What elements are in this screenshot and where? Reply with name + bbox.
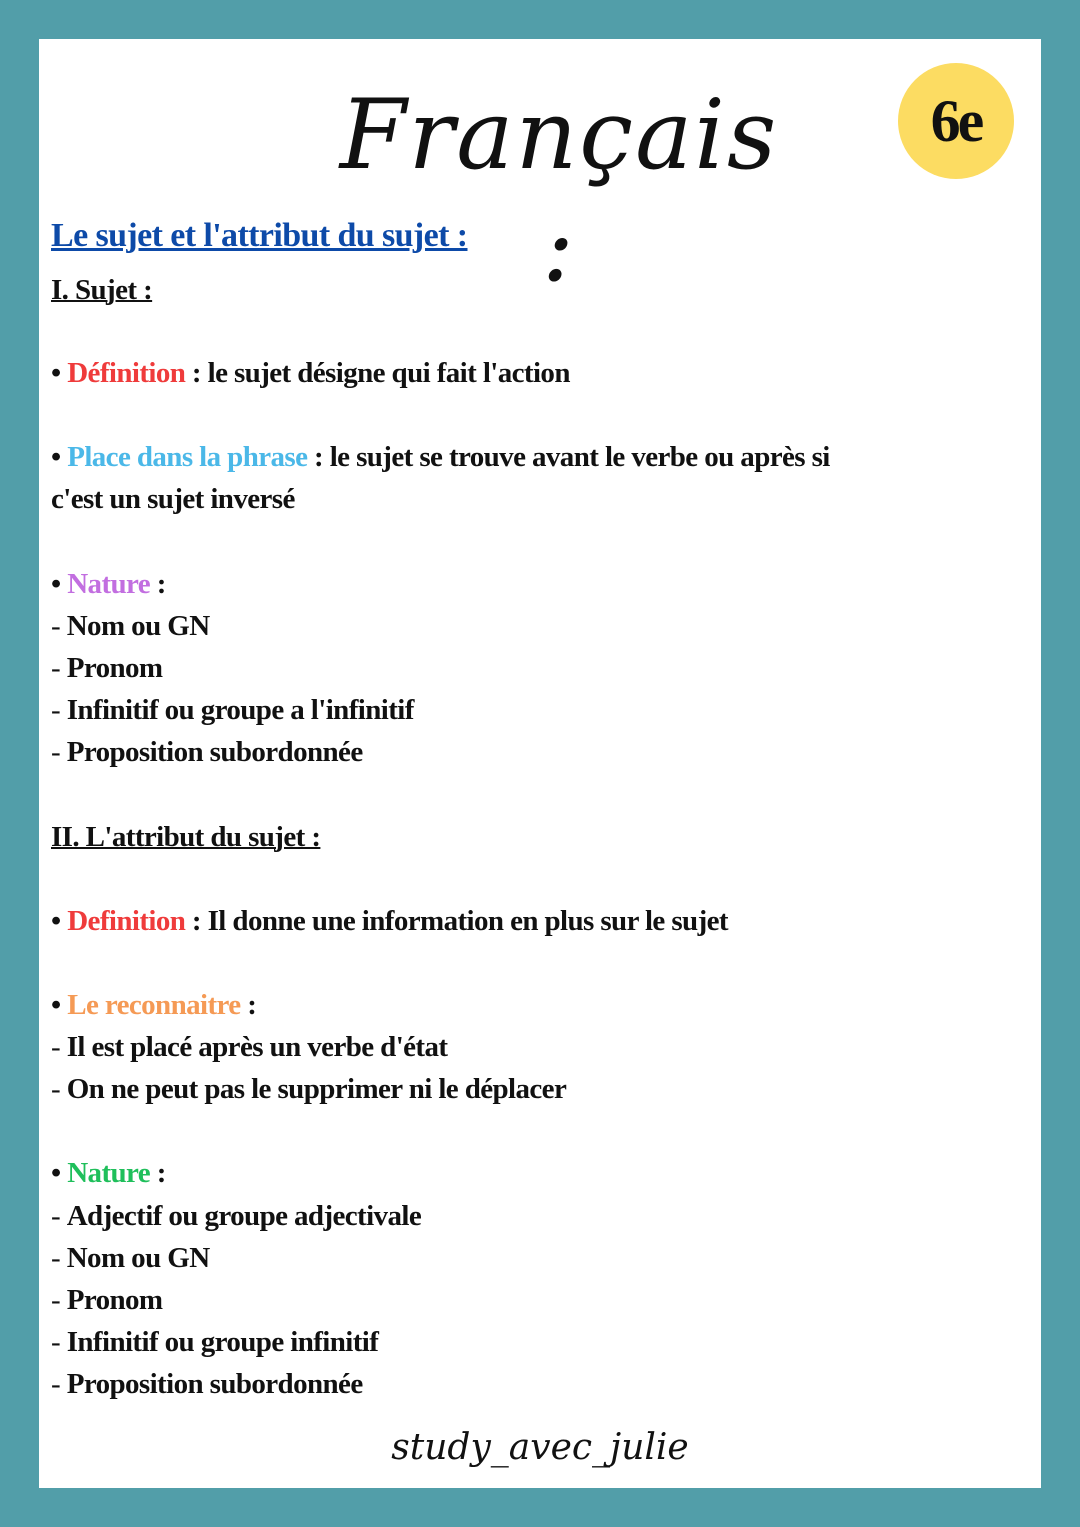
s2-nature-colon: : [150,1157,166,1189]
s2-definition-label: Definition [67,905,186,937]
section-1-title: I. Sujet : [51,274,153,306]
s2-nature-label: Nature [67,1157,151,1189]
s2-recognize-colon: : [240,989,257,1021]
s1-place-text: : le sujet se trouve avant le verbe ou après si [307,441,830,473]
list-item: - Nom ou GN [51,1242,210,1274]
grade-badge: 6e [898,63,1014,179]
s1-nature-colon: : [150,568,166,600]
document-page [39,39,1041,1488]
section-2-title: II. L'attribut du sujet : [51,821,321,853]
s2-recognize: • Le reconnaitre : [51,989,257,1021]
s1-definition-label: Définition [67,357,186,389]
list-item: - On ne peut pas le supprimer ni le déplacer [51,1073,567,1105]
list-item: - Pronom [51,1284,163,1316]
s1-place: • Place dans la phrase : le sujet se trouve avant le verbe ou après si [51,441,830,473]
lesson-heading: Le sujet et l'attribut du sujet : [51,217,468,254]
list-item: - Il est placé après un verbe d'état [51,1031,448,1063]
list-item: - Proposition subordonnée [51,1368,363,1400]
s1-nature-label: Nature [67,568,151,600]
s2-definition: • Definition : Il donne une information en plus sur le sujet [51,905,728,937]
list-item: - Proposition subordonnée [51,736,363,768]
s1-definition: • Définition : le sujet désigne qui fait l'action [51,357,570,389]
s2-definition-text: : Il donne une information en plus sur le sujet [185,905,728,937]
s2-nature: • Nature : [51,1157,166,1189]
list-item: - Infinitif ou groupe infinitif [51,1326,379,1358]
s1-nature: • Nature : [51,568,166,600]
s2-recognize-label: Le reconnaitre [67,989,241,1021]
list-item: - Adjectif ou groupe adjectivale [51,1200,422,1232]
s1-place-continued: c'est un sujet inversé [51,483,295,515]
s1-place-label: Place dans la phrase [67,441,308,473]
s1-definition-text: : le sujet désigne qui fait l'action [185,357,570,389]
author-signature: study_avec_julie [391,1427,689,1468]
list-item: - Infinitif ou groupe a l'infinitif [51,694,414,726]
list-item: - Nom ou GN [51,610,210,642]
list-item: - Pronom [51,652,163,684]
page-title: Français : [339,79,779,303]
